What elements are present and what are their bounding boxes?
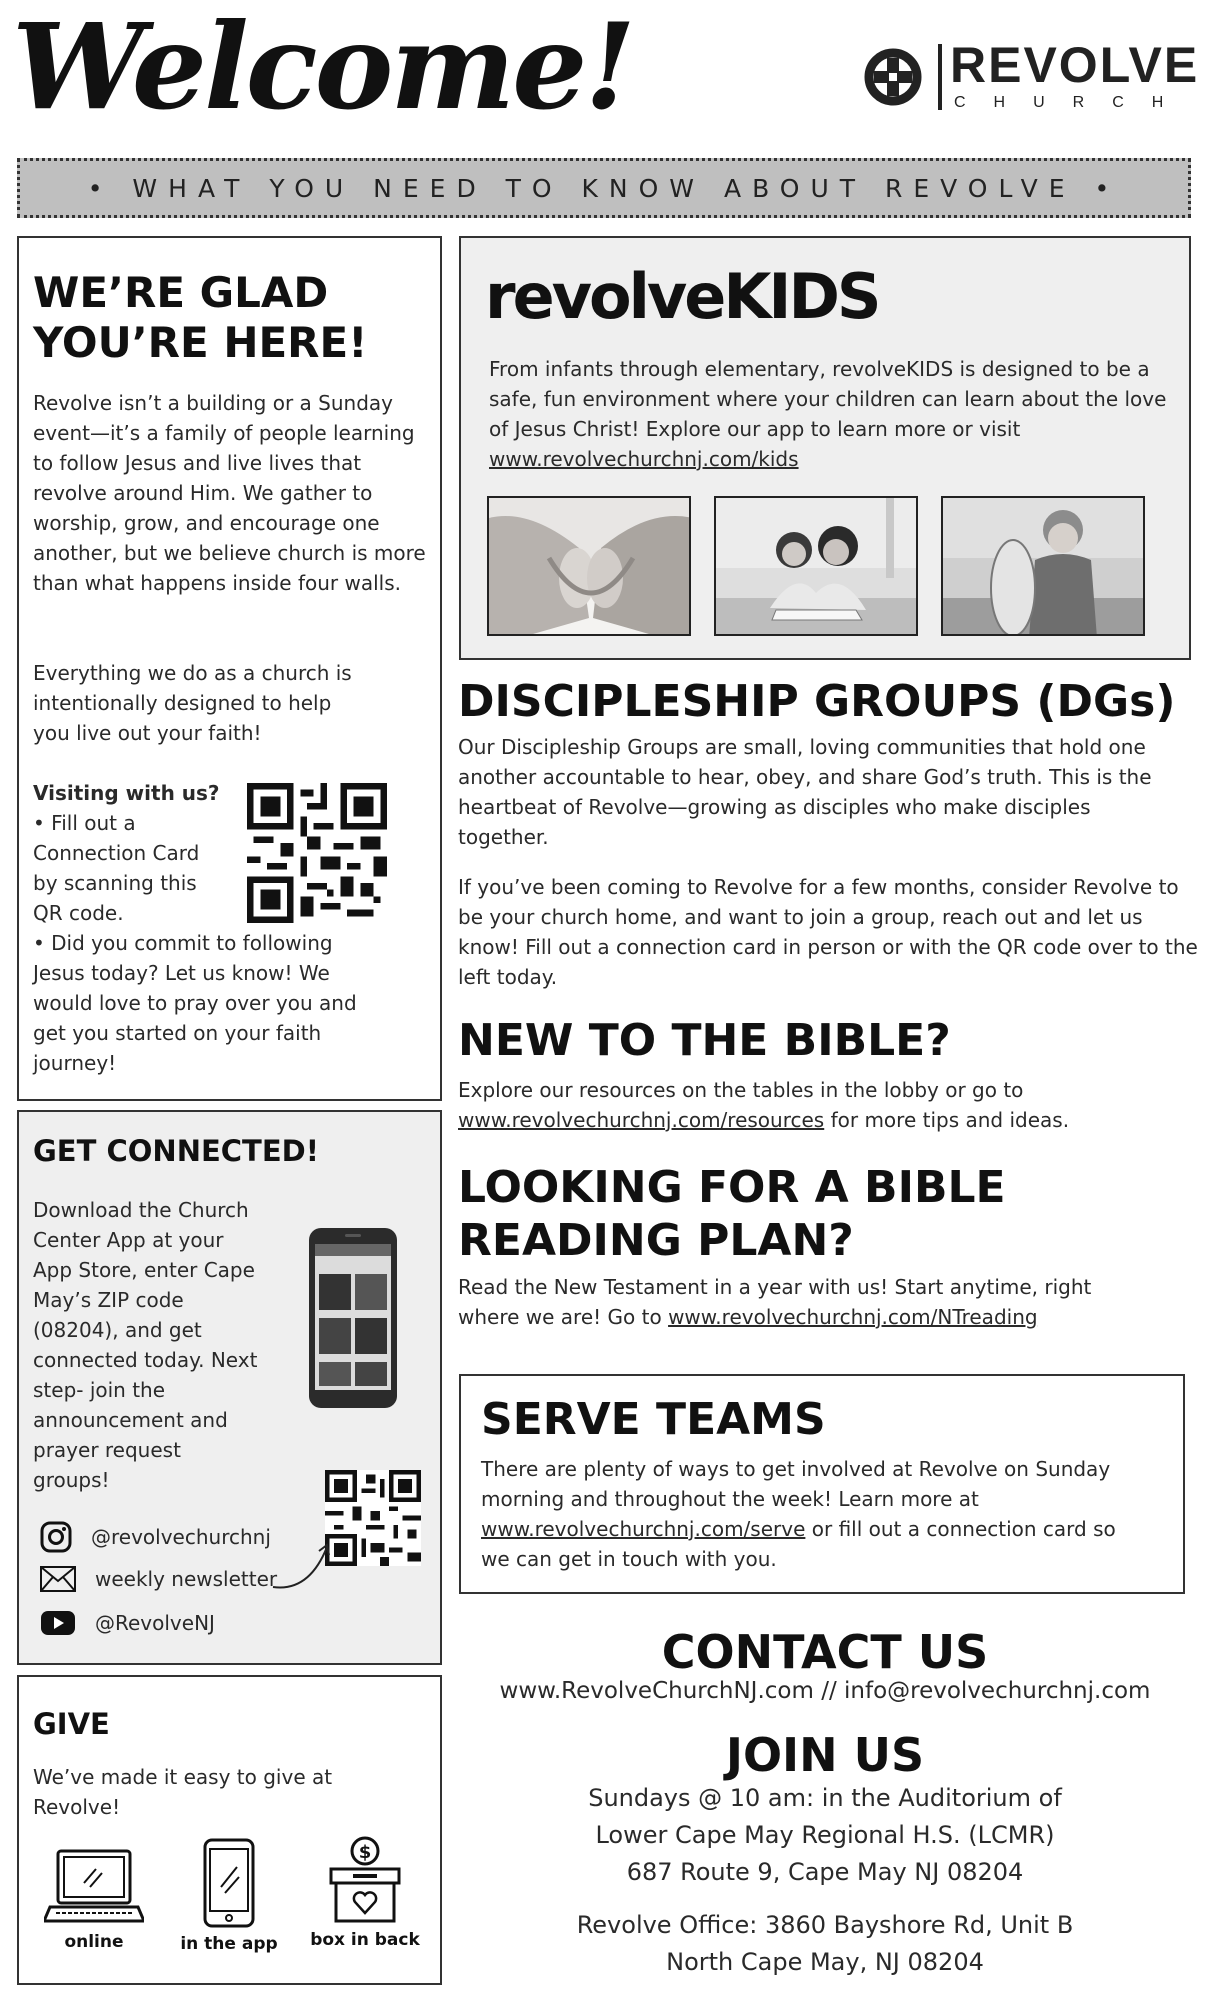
instagram-icon (39, 1520, 73, 1554)
logo-name: REVOLVE (950, 37, 1200, 93)
join-line-2: Lower Cape May Regional H.S. (LCMR) (595, 1821, 1055, 1849)
get-connected-box (17, 1110, 442, 1665)
contact-line[interactable]: www.RevolveChurchNJ.com // info@revolvechurchnj.com (499, 1678, 1151, 1704)
join-details (459, 1780, 1191, 1891)
give-box (17, 1675, 442, 1985)
serve-teams-box (459, 1374, 1185, 1594)
newsletter-label: weekly newsletter (95, 1567, 278, 1591)
give-in-app[interactable] (169, 1837, 289, 1954)
bible-heading: NEW TO THE BIBLE? (458, 1015, 951, 1066)
social-instagram[interactable] (39, 1520, 271, 1554)
join-line-1: Sundays @ 10 am: in the Auditorium of (588, 1784, 1062, 1812)
glad-paragraph-1: Revolve isn’t a building or a Sunday event—it’s a family of people learning to follow Jesus and live lives that revolve around Him. We gather to worship, grow, and encourage one another, but we believe church is more than what happens inside four walls. (33, 391, 426, 595)
revolve-logo (862, 37, 1200, 120)
mail-icon (39, 1564, 77, 1594)
welcome-box (17, 236, 442, 1101)
glad-heading: WE’RE GLAD YOU’RE HERE! (33, 268, 368, 368)
contact-heading: CONTACT US (661, 1625, 989, 1679)
connected-text: Download the Church Center App at your App Store, enter Cape May’s ZIP code (08204), and get connected today. Next step- join the announcement and prayer request groups! (33, 1198, 258, 1492)
kids-text: From infants through elementary, revolveKIDS is designed to be a safe, fun environment where your children can learn about the love of Jesus Christ! Explore our app to learn more or visit www.revolvechurchnj.com/kids (489, 357, 1167, 471)
kids-link[interactable]: www.revolvechurchnj.com/kids (489, 447, 799, 471)
give-online[interactable] (39, 1847, 149, 1952)
join-line-3: 687 Route 9, Cape May NJ 08204 (626, 1858, 1024, 1886)
give-box-in-back[interactable] (305, 1835, 425, 1950)
office-details (459, 1907, 1191, 1981)
instagram-handle: @revolvechurchnj (91, 1525, 271, 1549)
serve-text: There are plenty of ways to get involved at Revolve on Sunday morning and throughout the week! Learn more at www.revolvechurchnj.com/serve or fill out a connection card so we can get in touch with you. (481, 1457, 1116, 1571)
glad-paragraph-2: Everything we do as a church is intentionally designed to help you live out your faith! (33, 661, 352, 745)
serve-link[interactable]: www.revolvechurchnj.com/serve (481, 1517, 806, 1541)
arrow-icon (269, 1537, 339, 1597)
give-online-label: online (64, 1932, 124, 1952)
kids-photo-baby-feet (487, 496, 691, 636)
logo-subtitle: CHURCH (954, 94, 1192, 111)
connection-card-qr-code[interactable] (247, 783, 387, 923)
phone-icon (199, 1837, 259, 1929)
dg-paragraph-1: Our Discipleship Groups are small, loving communities that hold one another accountable to hear, obey, and share God’s truth. This is the heartbeat of Revolve—growing as disciples who make disciples together. (458, 735, 1152, 849)
join-heading: JOIN US (725, 1728, 925, 1782)
donation-box-icon (325, 1835, 405, 1925)
kids-photo-boy-skateboard (941, 496, 1145, 636)
visiting-title: Visiting with us? (33, 781, 220, 805)
connected-heading: GET CONNECTED! (33, 1134, 319, 1168)
phone-app-icon (307, 1226, 399, 1410)
office-line-2: North Cape May, NJ 08204 (666, 1948, 984, 1976)
welcome-title: Welcome! (12, 0, 634, 136)
give-box-label: box in back (310, 1930, 420, 1950)
youtube-icon (39, 1609, 77, 1637)
office-line-1: Revolve Office: 3860 Bayshore Rd, Unit B (576, 1911, 1074, 1939)
revolve-cross-icon (862, 46, 924, 108)
laptop-icon (44, 1847, 144, 1927)
youtube-handle: @RevolveNJ (95, 1611, 215, 1635)
give-in-app-label: in the app (180, 1934, 278, 1954)
give-text: We’ve made it easy to give at Revolve! (33, 1765, 333, 1819)
logo-divider (938, 44, 942, 110)
resources-link[interactable]: www.revolvechurchnj.com/resources (458, 1108, 825, 1132)
visiting-text-2: • Did you commit to following Jesus today? Let us know! We would love to pray over you and get you started on your faith journey! (33, 931, 357, 1075)
reading-plan-text: Read the New Testament in a year with us! Start anytime, right where we are! Go to www.revolvechurchnj.com/NTreading (458, 1275, 1092, 1329)
app-qr-code[interactable] (325, 1470, 421, 1566)
social-newsletter[interactable] (39, 1564, 277, 1594)
kids-title: revolveKIDS (485, 260, 879, 333)
give-heading: GIVE (33, 1707, 110, 1741)
dg-heading: DISCIPLESHIP GROUPS (DGs) (458, 676, 1176, 727)
section-banner: • WHAT YOU NEED TO KNOW ABOUT REVOLVE • (17, 158, 1191, 218)
reading-plan-heading: LOOKING FOR A BIBLE READING PLAN? (458, 1162, 1006, 1266)
nt-reading-link[interactable]: www.revolvechurchnj.com/NTreading (668, 1305, 1038, 1329)
social-youtube[interactable] (39, 1609, 215, 1637)
serve-heading: SERVE TEAMS (481, 1394, 826, 1445)
kids-photo-girls-reading (714, 496, 918, 636)
visiting-text-1: • Fill out a Connection Card by scanning this QR code. (33, 811, 200, 925)
svg-text:$: $ (358, 1842, 372, 1863)
bible-text: Explore our resources on the tables in the lobby or go to www.revolvechurchnj.com/resources for more tips and ideas. (458, 1078, 1070, 1132)
dg-paragraph-2: If you’ve been coming to Revolve for a few months, consider Revolve to be your church home, and want to join a group, reach out and let us know! Fill out a connection card in person or with the QR code over to the left today. (458, 875, 1198, 989)
